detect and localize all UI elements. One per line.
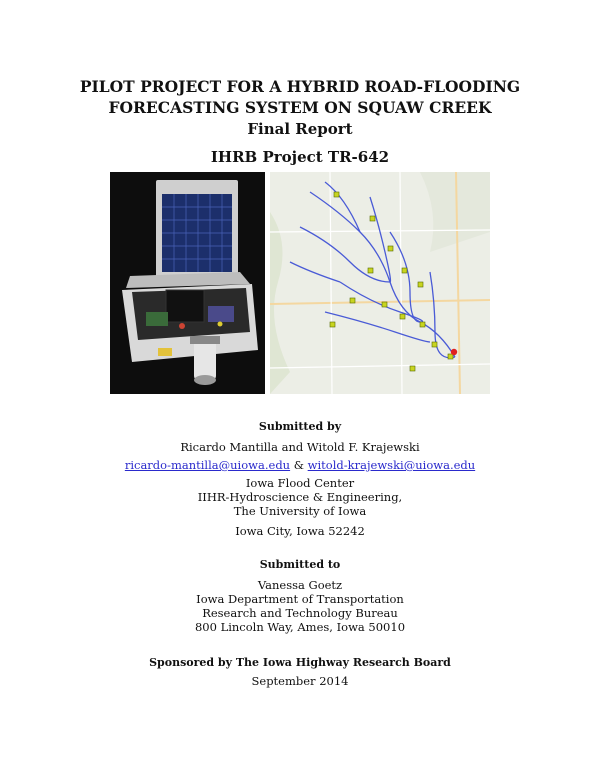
city-line: Iowa City, Iowa 52242 — [235, 524, 365, 538]
authors: Ricardo Mantilla and Witold F. Krajewski — [180, 440, 420, 454]
report-date: September 2014 — [251, 674, 349, 688]
submitted-to-heading: Submitted to — [259, 558, 341, 571]
org-line-1: Iowa Flood Center — [245, 476, 355, 490]
project-id: IHRB Project TR-642 — [210, 148, 390, 166]
email-link-mantilla[interactable]: ricardo-mantilla@uiowa.edu — [124, 458, 291, 472]
recipient-address: 800 Lincoln Way, Ames, Iowa 50010 — [194, 620, 406, 634]
email-link-krajewski[interactable]: witold-krajewski@uiowa.edu — [307, 458, 476, 472]
title-line-3: Final Report — [247, 120, 353, 138]
sensor-device-photo — [110, 172, 265, 394]
title-line-2: FORECASTING SYSTEM ON SQUAW CREEK — [108, 98, 492, 117]
title-line-1: PILOT PROJECT FOR A HYBRID ROAD-FLOODING — [79, 77, 521, 96]
submitted-by-heading: Submitted by — [258, 420, 342, 433]
map-illustration — [270, 172, 490, 394]
recipient-org-1: Iowa Department of Transportation — [196, 592, 404, 606]
author-emails — [0, 458, 600, 472]
org-line-2: IIHR-Hydroscience & Engineering, — [197, 490, 403, 504]
org-line-3: The University of Iowa — [233, 504, 367, 518]
email-separator: & — [293, 458, 304, 472]
recipient-name: Vanessa Goetz — [257, 578, 343, 592]
squaw-creek-sensor-map — [270, 172, 490, 394]
sensor-device-illustration — [110, 172, 265, 394]
recipient-org-2: Research and Technology Bureau — [202, 606, 398, 620]
sponsor-line: Sponsored by The Iowa Highway Research Board — [149, 656, 451, 669]
